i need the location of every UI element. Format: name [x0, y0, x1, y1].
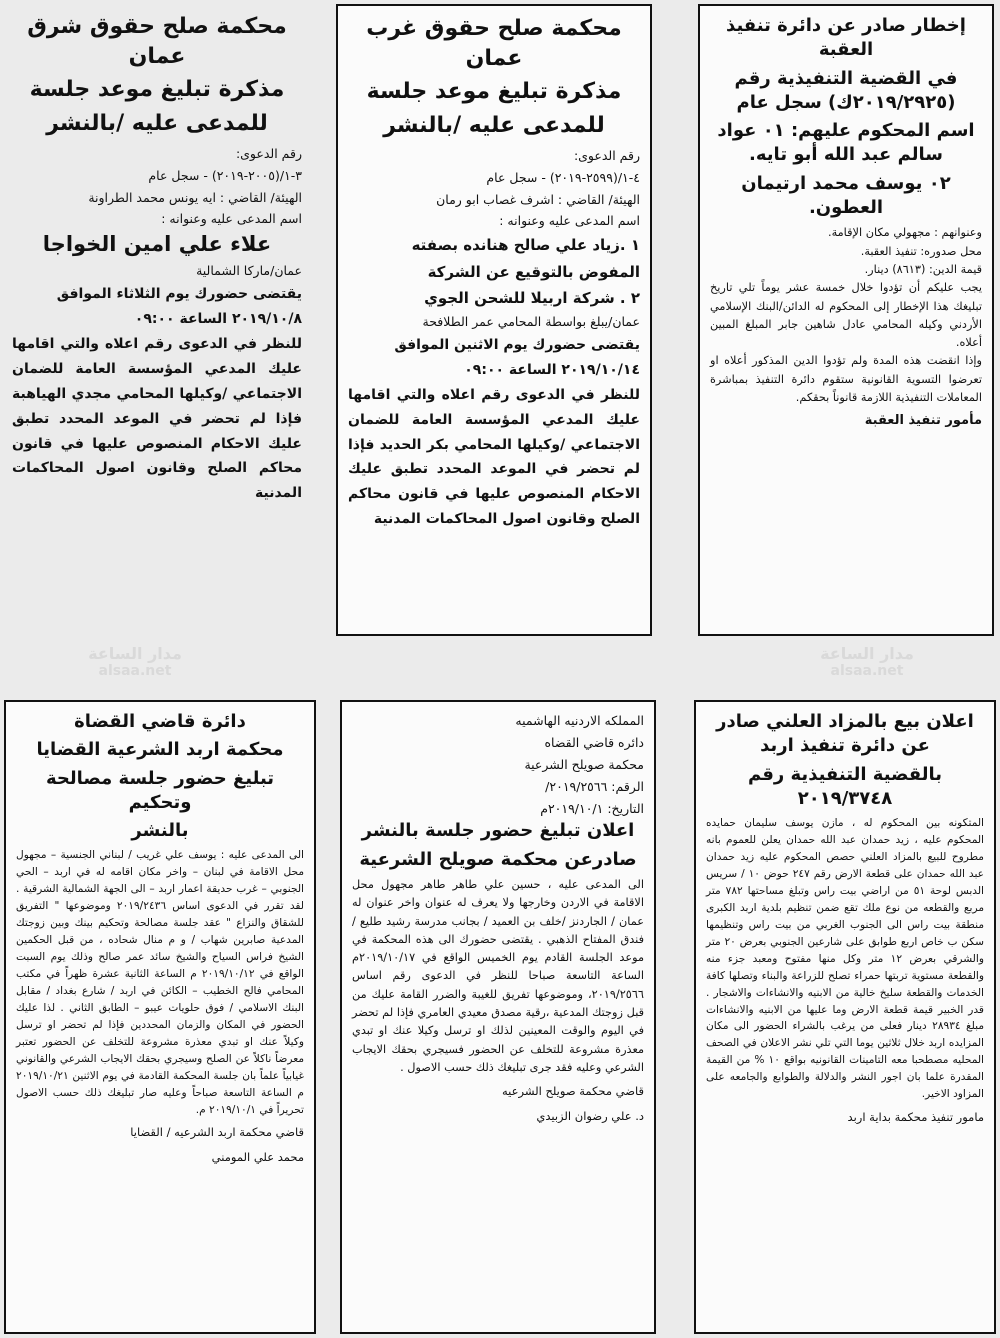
suwaylih-title-1: اعلان تبليغ حضور جلسة بالنشر — [361, 820, 635, 842]
east-amman-court-notice — [2, 4, 312, 636]
west-title-3: للمدعى عليه /بالنشر — [383, 113, 605, 139]
qadi-title-4: بالنشر — [131, 820, 189, 842]
qadi-body: الى المدعى عليه : يوسف علي غريب / لبناني الجنسية – مجهول محل الاقامة في لبنان – واخر مكان اقامه له في اربد – الحي الجنوبي – غرب حديقة اعمار اربد – الى الجهة الشمالية الشرقية . لقد تقرر في الدعوى اساس ٢٠١٩/٢٤٣٦ وموضوعها " التفريق للشقاق والنزاع " عقد جلسة مصالحة وتحكيم بينك وبين زوجتك المدعية صابرين شهاب / و م منال شحاده ، من قبل الحكمين الشيخ فراس السياح والشيخ سائد عمر صالح وذلك يوم السبت الواقع في ٢٠١٩/١٠/١٢ م الساعة الثانية عشرة ظهراً في مكتب المحامي فالح الخطيب – الكائن في اربد / شارع بغداد / مقابل البنك الاسلامي / فوق حلويات عيبو – الطابق الثاني . لذا عليك الحضور في المكان والزمان المحددين فإذا لم تحضر او ترسل وكيلاً عنك او تبدي معذرة مشروعة للتخلف عن الحضور تعتبر معرضاً ناكلاً عن الصلح وسيجري بحقك الايجاب الشرعي والقانوني غيابياً علماً بان جلسة المحكمة القادمة في يوم الاثنين ٢٠١٩/١٠/٢١ م الساعة التاسعة صباحاً وعليه صار تبليغك ذلك حسب الاصول تحريراً في ٢٠١٩/١٠/١ م. — [16, 849, 304, 1116]
suwaylih-body: الى المدعى عليه ، حسين علي طاهر طاهر مجهول محل الاقامة في الاردن وخارجها ولا يعرف له عنوان واخر عنوان له عمان / الجاردنز /خلف بن العميد / بجانب مدرسة رشيد طليع /فندق المفتاح الذهبي . يقتضى حضورك الى هذه المحكمة في موعد الجلسة القادم يوم الخميس الواقع في ٢٠١٩/١٠/١٧م الساعة التاسعة صباحا للنظر في الدعوى رقم اساس ٢٠١٩/٢٥٦٦، وموضوعها تفريق للغيبة والضرر القامة عليك من قبل زوجتك المدعية ،رقية مصدق معيدي العامري فإذا لم تحضر في اليوم والوقت المعينين لذلك او ترسل وكيلا عنك او تبدي معذرة مشروعة للتخلف عن الحضور فسيجري بحقك الايجاب الشرعي وعليه فقد جرى تبليغك ذلك حسب الاصول . — [352, 877, 644, 1074]
suwaylih-date: التاريخ: ٢٠١٩/١٠/١م — [540, 800, 644, 816]
qadi-title-2: محكمة اربد الشرعية القضايا — [36, 739, 284, 761]
irbid-sharia-court-notice — [4, 700, 316, 1334]
east-judge: الهيئة/ القاضي : ايه يونس محمد الطراونة — [88, 189, 302, 205]
aqaba-title-3: اسم المحكوم عليهم: ٠١ عواد سالم عبد الله أبو تايه. — [717, 120, 975, 166]
west-case-label: رقم الدعوى: — [573, 147, 640, 163]
west-case-value: ٤-١/(٢٥٩٩-٢٠١٩) - سجل عام — [486, 169, 640, 185]
suwaylih-signature-title: قاضي محكمة صويلح الشرعيه — [501, 1084, 644, 1099]
watermark-right — [812, 644, 922, 679]
qadi-title-1: دائرة قاضي القضاة — [74, 711, 246, 732]
aqaba-title-4: ٠٢ يوسف محمد ارتيمان العطون. — [741, 172, 951, 219]
west-defendant-label: اسم المدعى عليه وعنوانه : — [499, 213, 640, 229]
west-judge: الهيئة/ القاضي : اشرف غصاب ابو رمان — [436, 191, 640, 207]
watermark-right-ar: مدار الساعة — [820, 644, 914, 663]
aqaba-title-2: في القضية التنفيذية رقم (٢٠١٩/٢٩٢٥ك) سجل عام — [734, 67, 958, 113]
east-title-1: محكمة صلح حقوق شرق عمان — [27, 14, 287, 69]
east-case-label: رقم الدعوى: — [235, 145, 302, 161]
suwaylih-sharia-court-notice — [340, 700, 656, 1334]
suwaylih-head-3: محكمة صويلح الشرعية — [524, 756, 644, 772]
east-title-3: للمدعى عليه /بالنشر — [46, 111, 268, 137]
suwaylih-head-2: دائره قاضي القضاه — [544, 734, 644, 750]
aqaba-signature: مأمور تنفيذ العقبة — [864, 413, 982, 429]
east-defendant-name: علاء علي امين الخواجا — [42, 232, 272, 257]
watermark-left — [80, 644, 190, 679]
west-attend-time: ٢٠١٩/١٠/١٤ الساعة ٠٩:٠٠ — [464, 361, 640, 378]
west-address: عمان/يبلغ بواسطة المحامي عمر الطلافحة — [422, 314, 640, 329]
east-defendant-label: اسم المدعى عليه وعنوانه : — [161, 211, 302, 227]
irbid-title-2: بالقضية التنفيذية رقم ٢٠١٩/٣٧٤٨ — [747, 763, 943, 809]
west-amman-court-notice — [336, 4, 652, 636]
east-title-2: مذكرة تبليغ موعد جلسة — [29, 77, 285, 103]
aqaba-debt-value: قيمة الدين: (٨٦١٣) دينار. — [864, 262, 982, 276]
east-attend-time: ٢٠١٩/١٠/٨ الساعة ٠٩:٠٠ — [134, 311, 302, 328]
east-body: للنظر في الدعوى رقم اعلاه والتي اقامها عليك المدعي المؤسسة العامة للضمان الاجتماعي /وكيلها المحامي مجدي الهياهبة فإذا لم تحضر في الموعد المحدد تطبق عليك الاحكام المنصوص عليها في قانون محاكم الصلح وقانون اصول المحاكمات المدنية — [12, 335, 302, 502]
qadi-signature-name: محمد علي المومني — [211, 1150, 304, 1165]
watermark-right-en: alsaa.net — [830, 663, 904, 679]
west-body: للنظر في الدعوى رقم اعلاه والتي اقامها عليك المدعي المؤسسة العامة للضمان الاجتماعي /وكيلها المحامي بكر الحديد فإذا لم تحضر في الموعد المحدد تطبق عليك الاحكام المنصوص عليها في قانون محاكم الصلح وقانون اصول المحاكمات المدنية — [348, 386, 640, 528]
aqaba-issue-place: محل صدوره: تنفيذ العقبة. — [860, 244, 982, 258]
aqaba-title-1: إخطار صادر عن دائرة تنفيذ العقبة — [726, 15, 966, 61]
suwaylih-ref-no: الرقم: ٢٠١٩/٢٥٦٦/ — [545, 778, 644, 794]
aqaba-address: وعنوانهم : مجهولي مكان الإقامة. — [827, 226, 982, 240]
qadi-signature-title: قاضي محكمة اربد الشرعيه / القضايا — [130, 1125, 304, 1140]
west-party-1: ١ .زياد علي صالح هنانده بصفته المفوض بالتوقيع عن الشركة — [411, 236, 640, 281]
suwaylih-title-2: صادرعن محكمة صويلح الشرعية — [359, 848, 637, 870]
irbid-body: المتكونه بين المحكوم له ، مازن يوسف سليمان حمايده المحكوم عليه ، زيد حمدان عبد الله حمدان يعلن للعموم بانه مطروح للبيع بالمزاد العلني حصص المحكوم عليه زيد حمدان عبد الله حمدان على قطعة الارض رقم ٢٤٧ حوض ١٠ / سريس الدبس لوحة ٥١ من اراضي بيت راس وتبلغ مساحتها ٧٨٢ متر مربع والقطعه من نوع ملك تقع ضمن تنظيم بلدية اربد الكبرى منطقة بيت راس الى الجنوب الغربي من بيت راس وتنظيمها سكن ب خاص اربع طوابق على شارعين الجنوبي بعرض ٢٠ متر والشرقي بعرض ١٢ متر وكل منها مفتوح ومعبد جزء منه والقطعة مستوية تربتها حمراء تصلح للزراعة والبناء وتصلها كافة الخدمات والقطعة سليخ خالية من الابنيه والانشاءات والاشجار . قدر الخبير قيمة قطعة الارض وما عليها من الابنيه والانشاءات مبلغ ٢٨٩٣٤ دينار فعلى من يرغب بالشراء الحضور الى مكان المزايده اربد خلال ثلاثين يوما التي تلي نشر الاعلان في الصحف المحليه مصطحبا معه التامينات القانونيه بواقع ١٠ % من القيمة المقدرة علما بان اجور النشر والدلالة والطوابع والجامعه على المزاود الاخير. — [706, 817, 985, 1101]
aqaba-execution-notice — [698, 4, 994, 636]
west-title-2: مذكرة تبليغ موعد جلسة — [366, 79, 622, 105]
irbid-auction-notice — [694, 700, 996, 1334]
watermark-left-ar: مدار الساعة — [88, 644, 182, 663]
west-title-1: محكمة صلح حقوق غرب عمان — [366, 16, 622, 71]
irbid-signature: مامور تنفيذ محكمة بداية اربد — [847, 1110, 984, 1125]
watermark-left-en: alsaa.net — [98, 663, 172, 679]
east-attend-day: يقتضى حضورك يوم الثلاثاء الموافق — [56, 286, 302, 303]
east-case-value: ٣-١/(٢٠٠٥-٢٠١٩) - سجل عام — [148, 167, 302, 183]
qadi-title-3: تبليغ حضور جلسة مصالحة وتحكيم — [45, 767, 275, 813]
suwaylih-signature-name: د. علي رضوان الزبيدي — [536, 1108, 644, 1123]
west-attend-day: يقتضى حضورك يوم الاثنين الموافق — [394, 336, 640, 353]
west-party-2: ٢ . شركة اربيلا للشحن الجوي — [424, 288, 640, 307]
suwaylih-head-1: المملكه الاردنيه الهاشميه — [515, 713, 644, 728]
east-address: عمان/ماركا الشمالية — [196, 263, 302, 279]
aqaba-body-2: وإذا انقضت هذه المدة ولم تؤدوا الدين المذكور أعلاه او تعرضوا التسوية القانونية ستقوم دائرة التنفيذ بمباشرة المعاملات التنفيذية اللازمة قانوناً بحقكم. — [710, 354, 982, 405]
aqaba-body-1: يجب عليكم أن تؤدوا خلال خمسة عشر يوماً تلي تاريخ تبليغك هذا الإخطار إلى المحكوم له الدائن/البنك الإسلامي الأردني وكيله المحامي عادل شاهين جابر المبلغ المبين أعلاه. — [710, 281, 982, 350]
irbid-title-1: اعلان بيع بالمزاد العلني صادر عن دائرة تنفيذ اربد — [716, 711, 974, 757]
